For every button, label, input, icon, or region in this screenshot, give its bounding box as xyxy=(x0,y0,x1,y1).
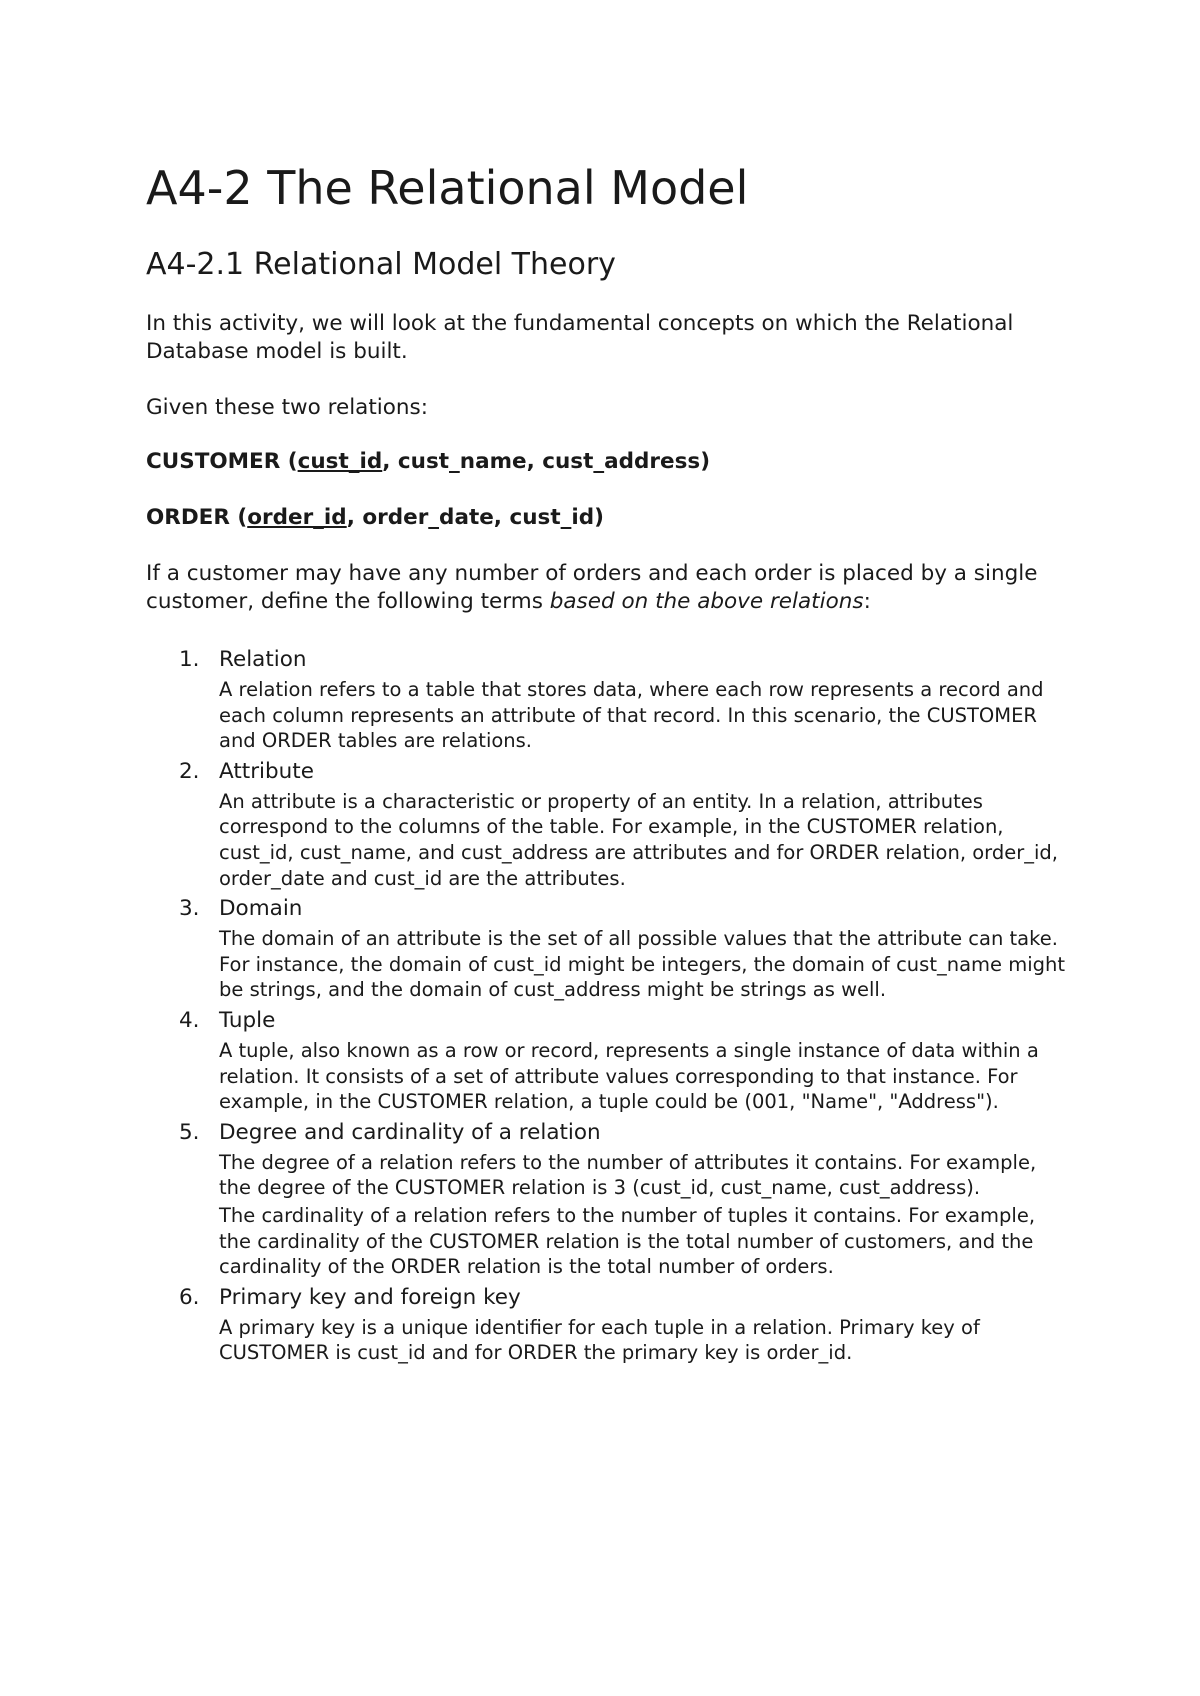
term-definition: The domain of an attribute is the set of all possible values that the attribute can take. For instance, the domain of cust_id might be integers, the domain of cust_name might be strings, and the domain of cust_address might be strings as well. xyxy=(219,927,1066,1002)
term-heading: Relation xyxy=(219,647,307,672)
list-item-number: 2. xyxy=(179,758,200,784)
term-heading: Degree and cardinality of a relation xyxy=(219,1119,601,1145)
question-paragraph xyxy=(146,560,1046,616)
customer-relation-prefix: CUSTOMER ( xyxy=(146,449,298,474)
list-item xyxy=(146,645,1066,754)
list-item xyxy=(146,894,1066,1003)
terms-list xyxy=(146,645,1066,1366)
term-heading: Attribute xyxy=(219,758,314,784)
term-definition: A relation refers to a table that stores data, where each row represents a record and each column represents an attribute of that record. In this scenario, the CUSTOMER and ORDER tables are relations. xyxy=(219,678,1044,753)
list-item-number: 1. xyxy=(179,647,200,672)
order-relation-prefix: ORDER ( xyxy=(146,505,248,530)
section-heading: A4-2.1 Relational Model Theory xyxy=(146,247,616,282)
term-definition: An attribute is a characteristic or property of an entity. In a relation, attributes correspond to the columns of the table. For example, in the CUSTOMER relation, cust_id, cust_name, and cust_address are attributes and for ORDER relation, order_id, order_date and cust_id are the attributes. xyxy=(219,789,1058,890)
list-item xyxy=(146,1006,1066,1115)
question-text: If a customer may have any number of orders and each order is placed by a single customer, define the following terms xyxy=(146,561,1038,614)
list-item xyxy=(146,757,1066,891)
term-definition: The degree of a relation refers to the number of attributes it contains. For example, the degree of the CUSTOMER relation is 3 (cust_id, cust_name, cust_address). xyxy=(219,1150,1037,1200)
term-heading: Domain xyxy=(219,896,303,922)
term-definition: A primary key is a unique identifier for each tuple in a relation. Primary key of CUSTOMER is cust_id and for ORDER the primary key is order_id. xyxy=(219,1315,980,1365)
order-primary-key: order_id xyxy=(247,505,347,530)
list-item xyxy=(146,1283,1066,1366)
question-emphasis: based on the above relations xyxy=(549,589,864,614)
document-title: A4-2 The Relational Model xyxy=(146,161,749,215)
customer-relation-schema xyxy=(146,448,1046,476)
customer-relation-attributes: , cust_name, cust_address) xyxy=(382,449,711,474)
question-end: : xyxy=(863,589,871,614)
order-relation-schema xyxy=(146,504,1046,532)
list-item-number: 3. xyxy=(179,896,200,922)
term-heading: Primary key and foreign key xyxy=(219,1284,521,1310)
list-item-number: 6. xyxy=(179,1284,200,1310)
customer-primary-key: cust_id xyxy=(297,449,383,474)
term-definition: The cardinality of a relation refers to the number of tuples it contains. For example, the cardinality of the CUSTOMER relation is the total number of customers, and the cardinality of the ORDER relation is the total number of orders. xyxy=(219,1203,1036,1279)
list-item xyxy=(146,1118,1066,1280)
order-relation-attributes: , order_date, cust_id) xyxy=(346,505,604,530)
term-heading: Tuple xyxy=(219,1007,276,1033)
list-item-number: 4. xyxy=(179,1007,200,1033)
given-paragraph: Given these two relations: xyxy=(146,395,428,420)
list-item-number: 5. xyxy=(179,1119,200,1145)
term-definition: A tuple, also known as a row or record, represents a single instance of data within a relation. It consists of a set of attribute values corresponding to that instance. For example, in the CUSTOMER relation, a tuple could be (001, "Name", "Address"). xyxy=(219,1038,1039,1114)
intro-paragraph: In this activity, we will look at the fundamental concepts on which the Relational Database model is built. xyxy=(146,311,1014,364)
